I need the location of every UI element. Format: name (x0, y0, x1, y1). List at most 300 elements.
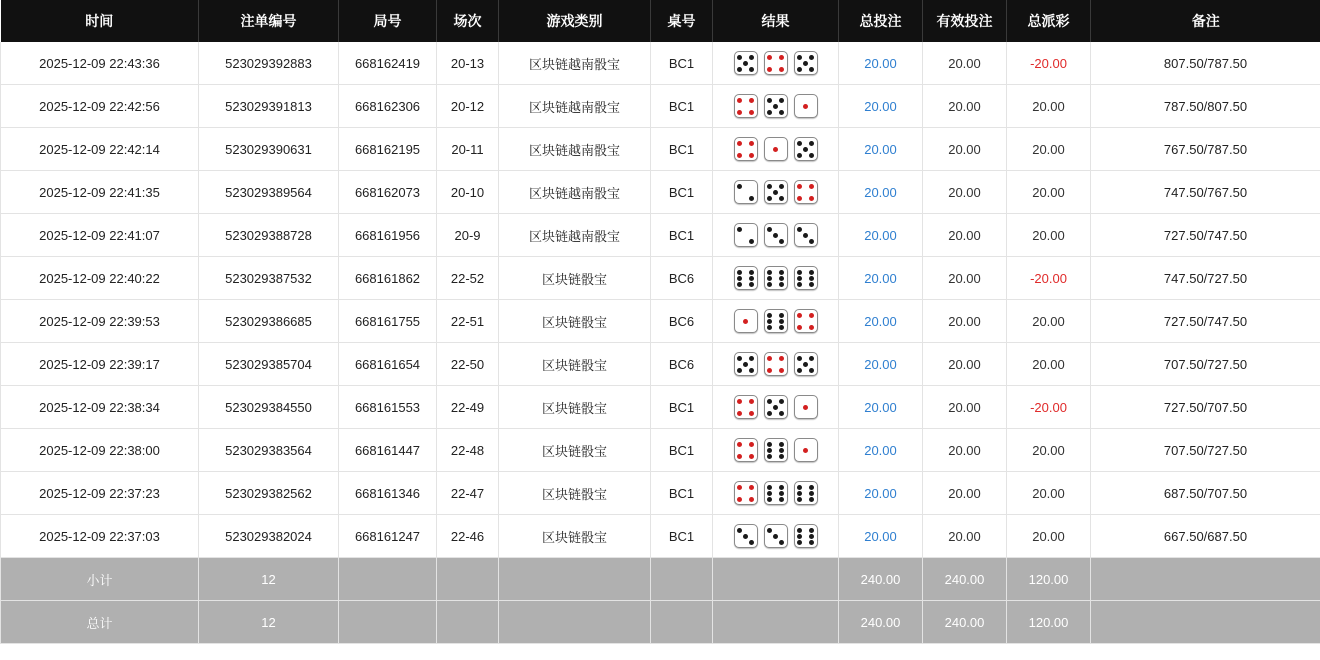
dice-pip (749, 282, 754, 287)
cell-total-bet: 20.00 (839, 472, 923, 515)
dice-pip (797, 196, 802, 201)
cell-total-bet: 20.00 (839, 515, 923, 558)
dice-pip (767, 196, 772, 201)
dice-pip (779, 196, 784, 201)
dice-pip (779, 442, 784, 447)
cell-round-no: 668161956 (339, 214, 437, 257)
dice-pip (767, 448, 772, 453)
cell-total-bet: 20.00 (839, 343, 923, 386)
dice-icon (764, 352, 788, 376)
cell-game-type: 区块链越南骰宝 (499, 214, 651, 257)
dice-pip (749, 399, 754, 404)
cell-total-bet: 20.00 (839, 386, 923, 429)
cell-game-type: 区块链骰宝 (499, 343, 651, 386)
summary-result (713, 601, 839, 644)
dice-pip (779, 491, 784, 496)
dice-pip (749, 98, 754, 103)
cell-game-type: 区块链骰宝 (499, 472, 651, 515)
dice-pip (809, 184, 814, 189)
cell-total-bet: 20.00 (839, 257, 923, 300)
dice-pip (803, 233, 808, 238)
cell-result (713, 128, 839, 171)
cell-remark: 707.50/727.50 (1091, 343, 1320, 386)
summary-table-no (651, 601, 713, 644)
dice-pip (749, 442, 754, 447)
cell-total-payout: -20.00 (1007, 386, 1091, 429)
cell-table-no: BC1 (651, 515, 713, 558)
dice-icon (794, 223, 818, 247)
summary-label: 小计 (1, 558, 199, 601)
dice-icon (794, 137, 818, 161)
dice-pip (779, 98, 784, 103)
dice-pip (797, 55, 802, 60)
dice-pip (797, 313, 802, 318)
dice-icon (734, 180, 758, 204)
dice-pip (749, 110, 754, 115)
cell-round-no: 668161247 (339, 515, 437, 558)
dice-pip (737, 485, 742, 490)
cell-result (713, 257, 839, 300)
dice-icon (794, 180, 818, 204)
cell-time: 2025-12-09 22:37:03 (1, 515, 199, 558)
dice-pip (809, 276, 814, 281)
dice-result-group (717, 94, 834, 118)
table-header (1, 0, 1320, 42)
dice-pip (749, 270, 754, 275)
table-body (1, 42, 1320, 644)
column-header-time[interactable]: 时间 (1, 0, 199, 42)
dice-pip (803, 405, 808, 410)
dice-pip (773, 405, 778, 410)
dice-result-group (717, 524, 834, 548)
cell-table-no: BC1 (651, 386, 713, 429)
cell-result (713, 42, 839, 85)
cell-valid-bet: 20.00 (923, 386, 1007, 429)
cell-shift: 22-48 (437, 429, 499, 472)
column-header-remark[interactable]: 备注 (1091, 0, 1320, 42)
dice-pip (737, 411, 742, 416)
cell-game-type: 区块链骰宝 (499, 300, 651, 343)
dice-pip (797, 276, 802, 281)
summary-valid-bet: 240.00 (923, 558, 1007, 601)
cell-shift: 20-13 (437, 42, 499, 85)
cell-shift: 22-52 (437, 257, 499, 300)
cell-round-no: 668162195 (339, 128, 437, 171)
cell-total-payout: -20.00 (1007, 42, 1091, 85)
summary-total-payout: 120.00 (1007, 601, 1091, 644)
dice-pip (737, 141, 742, 146)
dice-icon (734, 524, 758, 548)
dice-pip (809, 485, 814, 490)
dice-pip (797, 67, 802, 72)
cell-table-no: BC6 (651, 300, 713, 343)
cell-remark: 787.50/807.50 (1091, 85, 1320, 128)
dice-pip (809, 356, 814, 361)
dice-result-group (717, 223, 834, 247)
cell-round-no: 668162306 (339, 85, 437, 128)
cell-remark: 727.50/747.50 (1091, 300, 1320, 343)
dice-result-group (717, 481, 834, 505)
dice-pip (749, 454, 754, 459)
dice-icon (764, 94, 788, 118)
dice-pip (809, 196, 814, 201)
cell-total-bet: 20.00 (839, 42, 923, 85)
cell-table-no: BC1 (651, 472, 713, 515)
dice-pip (809, 153, 814, 158)
cell-table-no: BC1 (651, 128, 713, 171)
dice-pip (767, 270, 772, 275)
cell-valid-bet: 20.00 (923, 85, 1007, 128)
dice-icon (794, 524, 818, 548)
dice-pip (797, 528, 802, 533)
cell-order-no: 523029382562 (199, 472, 339, 515)
dice-icon (794, 309, 818, 333)
cell-time: 2025-12-09 22:41:35 (1, 171, 199, 214)
cell-table-no: BC1 (651, 42, 713, 85)
table-row[interactable] (1, 257, 1320, 300)
cell-order-no: 523029390631 (199, 128, 339, 171)
dice-pip (809, 239, 814, 244)
dice-pip (737, 399, 742, 404)
dice-icon (764, 51, 788, 75)
dice-result-group (717, 352, 834, 376)
dice-pip (767, 325, 772, 330)
dice-icon (794, 94, 818, 118)
dice-pip (767, 497, 772, 502)
cell-remark: 727.50/747.50 (1091, 214, 1320, 257)
dice-pip (737, 270, 742, 275)
cell-result (713, 85, 839, 128)
dice-pip (797, 356, 802, 361)
dice-icon (764, 223, 788, 247)
cell-game-type: 区块链越南骰宝 (499, 171, 651, 214)
dice-pip (797, 325, 802, 330)
dice-pip (767, 110, 772, 115)
summary-game-type (499, 558, 651, 601)
dice-pip (779, 448, 784, 453)
column-header-valid_bet[interactable]: 有效投注 (923, 0, 1007, 42)
cell-time: 2025-12-09 22:42:56 (1, 85, 199, 128)
dice-icon (794, 51, 818, 75)
cell-total-payout: 20.00 (1007, 515, 1091, 558)
cell-round-no: 668161755 (339, 300, 437, 343)
cell-shift: 20-9 (437, 214, 499, 257)
dice-icon (764, 481, 788, 505)
dice-icon (794, 481, 818, 505)
dice-pip (779, 368, 784, 373)
dice-pip (779, 485, 784, 490)
dice-pip (779, 325, 784, 330)
table-row[interactable] (1, 386, 1320, 429)
dice-pip (773, 147, 778, 152)
dice-pip (779, 110, 784, 115)
cell-time: 2025-12-09 22:38:34 (1, 386, 199, 429)
cell-result (713, 429, 839, 472)
dice-icon (734, 352, 758, 376)
column-header-order_no[interactable]: 注单编号 (199, 0, 339, 42)
cell-table-no: BC6 (651, 343, 713, 386)
cell-round-no: 668162073 (339, 171, 437, 214)
cell-table-no: BC1 (651, 85, 713, 128)
dice-result-group (717, 137, 834, 161)
dice-icon (734, 266, 758, 290)
dice-icon (734, 51, 758, 75)
dice-icon (764, 266, 788, 290)
dice-pip (767, 313, 772, 318)
dice-pip (749, 55, 754, 60)
cell-order-no: 523029392883 (199, 42, 339, 85)
dice-pip (779, 67, 784, 72)
column-header-shift[interactable]: 场次 (437, 0, 499, 42)
dice-pip (797, 368, 802, 373)
dice-pip (803, 104, 808, 109)
cell-remark: 767.50/787.50 (1091, 128, 1320, 171)
cell-valid-bet: 20.00 (923, 42, 1007, 85)
dice-pip (809, 528, 814, 533)
table-row[interactable] (1, 214, 1320, 257)
table-row[interactable] (1, 300, 1320, 343)
cell-time: 2025-12-09 22:39:17 (1, 343, 199, 386)
cell-result (713, 171, 839, 214)
cell-remark: 747.50/767.50 (1091, 171, 1320, 214)
dice-pip (767, 276, 772, 281)
cell-total-payout: 20.00 (1007, 171, 1091, 214)
dice-pip (803, 362, 808, 367)
cell-table-no: BC1 (651, 429, 713, 472)
cell-round-no: 668161346 (339, 472, 437, 515)
summary-count: 12 (199, 601, 339, 644)
dice-pip (779, 399, 784, 404)
column-header-result[interactable]: 结果 (713, 0, 839, 42)
dice-pip (737, 282, 742, 287)
dice-pip (809, 67, 814, 72)
dice-pip (737, 276, 742, 281)
dice-pip (767, 528, 772, 533)
dice-pip (797, 497, 802, 502)
cell-shift: 22-47 (437, 472, 499, 515)
table-row[interactable] (1, 429, 1320, 472)
dice-pip (749, 276, 754, 281)
dice-pip (773, 534, 778, 539)
cell-round-no: 668161553 (339, 386, 437, 429)
table-row[interactable] (1, 515, 1320, 558)
column-header-total_bet[interactable]: 总投注 (839, 0, 923, 42)
dice-pip (749, 356, 754, 361)
dice-pip (737, 55, 742, 60)
cell-game-type: 区块链越南骰宝 (499, 85, 651, 128)
dice-pip (773, 190, 778, 195)
dice-pip (749, 368, 754, 373)
dice-pip (779, 184, 784, 189)
dice-pip (767, 411, 772, 416)
dice-pip (767, 184, 772, 189)
dice-pip (809, 368, 814, 373)
dice-pip (737, 368, 742, 373)
dice-icon (734, 137, 758, 161)
cell-order-no: 523029389564 (199, 171, 339, 214)
cell-remark: 747.50/727.50 (1091, 257, 1320, 300)
dice-pip (797, 227, 802, 232)
cell-valid-bet: 20.00 (923, 257, 1007, 300)
dice-pip (767, 454, 772, 459)
cell-valid-bet: 20.00 (923, 300, 1007, 343)
table-row[interactable] (1, 42, 1320, 85)
dice-pip (767, 485, 772, 490)
cell-valid-bet: 20.00 (923, 343, 1007, 386)
table-row[interactable] (1, 171, 1320, 214)
cell-remark: 687.50/707.50 (1091, 472, 1320, 515)
table-row[interactable] (1, 85, 1320, 128)
column-header-table_no[interactable]: 桌号 (651, 0, 713, 42)
table-row[interactable] (1, 128, 1320, 171)
summary-round-no (339, 558, 437, 601)
cell-valid-bet: 20.00 (923, 128, 1007, 171)
cell-order-no: 523029382024 (199, 515, 339, 558)
cell-result (713, 300, 839, 343)
dice-pip (779, 55, 784, 60)
cell-game-type: 区块链骰宝 (499, 429, 651, 472)
dice-pip (749, 196, 754, 201)
dice-pip (749, 239, 754, 244)
dice-pip (779, 319, 784, 324)
cell-valid-bet: 20.00 (923, 515, 1007, 558)
dice-pip (737, 67, 742, 72)
summary-total-bet: 240.00 (839, 601, 923, 644)
summary-remark (1091, 558, 1320, 601)
summary-shift (437, 601, 499, 644)
cell-total-bet: 20.00 (839, 85, 923, 128)
dice-pip (809, 491, 814, 496)
cell-valid-bet: 20.00 (923, 472, 1007, 515)
cell-total-payout: 20.00 (1007, 214, 1091, 257)
dice-icon (764, 180, 788, 204)
cell-round-no: 668161862 (339, 257, 437, 300)
summary-valid-bet: 240.00 (923, 601, 1007, 644)
cell-order-no: 523029386685 (199, 300, 339, 343)
cell-valid-bet: 20.00 (923, 214, 1007, 257)
summary-table-no (651, 558, 713, 601)
dice-pip (767, 442, 772, 447)
dice-icon (734, 438, 758, 462)
dice-pip (737, 454, 742, 459)
cell-game-type: 区块链骰宝 (499, 515, 651, 558)
dice-icon (734, 223, 758, 247)
cell-total-payout: -20.00 (1007, 257, 1091, 300)
dice-pip (749, 540, 754, 545)
cell-valid-bet: 20.00 (923, 429, 1007, 472)
dice-pip (779, 411, 784, 416)
cell-total-bet: 20.00 (839, 300, 923, 343)
summary-row (1, 601, 1320, 644)
cell-result (713, 386, 839, 429)
cell-time: 2025-12-09 22:40:22 (1, 257, 199, 300)
dice-pip (797, 491, 802, 496)
dice-pip (737, 497, 742, 502)
dice-pip (803, 147, 808, 152)
dice-icon (764, 395, 788, 419)
dice-pip (767, 67, 772, 72)
cell-result (713, 214, 839, 257)
dice-pip (767, 282, 772, 287)
cell-remark: 707.50/727.50 (1091, 429, 1320, 472)
cell-time: 2025-12-09 22:42:14 (1, 128, 199, 171)
cell-round-no: 668161654 (339, 343, 437, 386)
table-row[interactable] (1, 472, 1320, 515)
summary-round-no (339, 601, 437, 644)
summary-count: 12 (199, 558, 339, 601)
dice-result-group (717, 266, 834, 290)
column-header-total_payout[interactable]: 总派彩 (1007, 0, 1091, 42)
cell-total-payout: 20.00 (1007, 300, 1091, 343)
dice-pip (767, 55, 772, 60)
dice-icon (734, 395, 758, 419)
cell-result (713, 515, 839, 558)
dice-pip (809, 55, 814, 60)
dice-pip (797, 485, 802, 490)
dice-result-group (717, 395, 834, 419)
cell-total-bet: 20.00 (839, 128, 923, 171)
column-header-round_no[interactable]: 局号 (339, 0, 437, 42)
cell-shift: 20-12 (437, 85, 499, 128)
column-header-game_type[interactable]: 游戏类别 (499, 0, 651, 42)
cell-time: 2025-12-09 22:37:23 (1, 472, 199, 515)
cell-time: 2025-12-09 22:39:53 (1, 300, 199, 343)
cell-shift: 20-11 (437, 128, 499, 171)
dice-pip (809, 534, 814, 539)
summary-row (1, 558, 1320, 601)
dice-pip (743, 61, 748, 66)
dice-icon (764, 438, 788, 462)
dice-pip (749, 485, 754, 490)
cell-game-type: 区块链越南骰宝 (499, 128, 651, 171)
dice-pip (749, 497, 754, 502)
dice-pip (797, 282, 802, 287)
cell-total-payout: 20.00 (1007, 343, 1091, 386)
dice-pip (743, 319, 748, 324)
dice-pip (767, 491, 772, 496)
dice-pip (767, 356, 772, 361)
dice-pip (737, 442, 742, 447)
summary-remark (1091, 601, 1320, 644)
dice-pip (749, 67, 754, 72)
cell-shift: 22-50 (437, 343, 499, 386)
cell-remark: 727.50/707.50 (1091, 386, 1320, 429)
dice-icon (794, 352, 818, 376)
table-row[interactable] (1, 343, 1320, 386)
dice-pip (803, 61, 808, 66)
cell-shift: 22-46 (437, 515, 499, 558)
dice-pip (773, 104, 778, 109)
cell-order-no: 523029391813 (199, 85, 339, 128)
dice-icon (764, 309, 788, 333)
cell-game-type: 区块链骰宝 (499, 257, 651, 300)
dice-pip (809, 282, 814, 287)
dice-pip (809, 141, 814, 146)
dice-pip (749, 153, 754, 158)
cell-total-payout: 20.00 (1007, 85, 1091, 128)
cell-order-no: 523029385704 (199, 343, 339, 386)
cell-table-no: BC1 (651, 214, 713, 257)
dice-pip (737, 184, 742, 189)
dice-result-group (717, 438, 834, 462)
summary-label: 总计 (1, 601, 199, 644)
dice-pip (779, 454, 784, 459)
dice-icon (794, 438, 818, 462)
cell-remark: 667.50/687.50 (1091, 515, 1320, 558)
dice-icon (734, 481, 758, 505)
cell-table-no: BC1 (651, 171, 713, 214)
cell-valid-bet: 20.00 (923, 171, 1007, 214)
